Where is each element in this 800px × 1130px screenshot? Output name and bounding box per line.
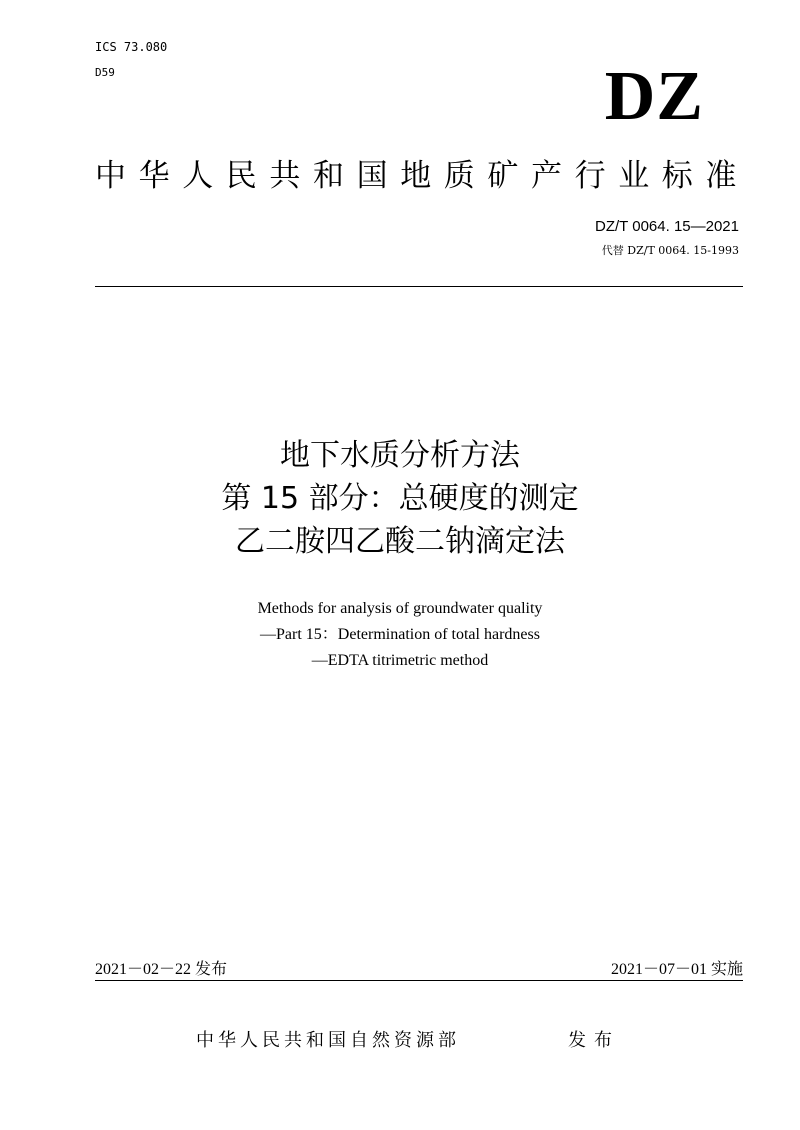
chinese-title-line-3: 乙二胺四乙酸二钠滴定法: [235, 524, 565, 559]
chinese-title-line-2: 第 15 部分：总硬度的测定: [221, 481, 579, 516]
issuing-authority: 中华人民共和国自然资源部: [196, 1030, 460, 1051]
english-title-line-2: —Part 15：Determination of total hardness: [260, 626, 540, 643]
chinese-title-line-1: 地下水质分析方法: [280, 438, 520, 473]
replaces-note: 代替 DZ/T 0064. 15-1993: [601, 244, 739, 257]
standard-type-heading: 中华人民共和国地质矿产行业标准: [95, 158, 749, 194]
issue-label: 发布: [568, 1030, 620, 1051]
standard-number: DZ/T 0064. 15—2021: [595, 218, 739, 235]
publish-date: 2021－02－22 发布: [95, 961, 228, 978]
header-divider: [95, 286, 743, 287]
ics-code: ICS 73.080: [95, 40, 168, 54]
english-title-line-3: —EDTA titrimetric method: [311, 652, 489, 669]
implementation-date: 2021－07－01 实施: [610, 961, 743, 978]
english-title-line-1: Methods for analysis of groundwater quality: [257, 600, 543, 617]
footer-divider: [95, 980, 743, 981]
dz-logo: DZ: [604, 58, 704, 135]
english-title: [0, 596, 800, 674]
ccs-code: D59: [95, 66, 115, 79]
chinese-title: [0, 434, 800, 563]
